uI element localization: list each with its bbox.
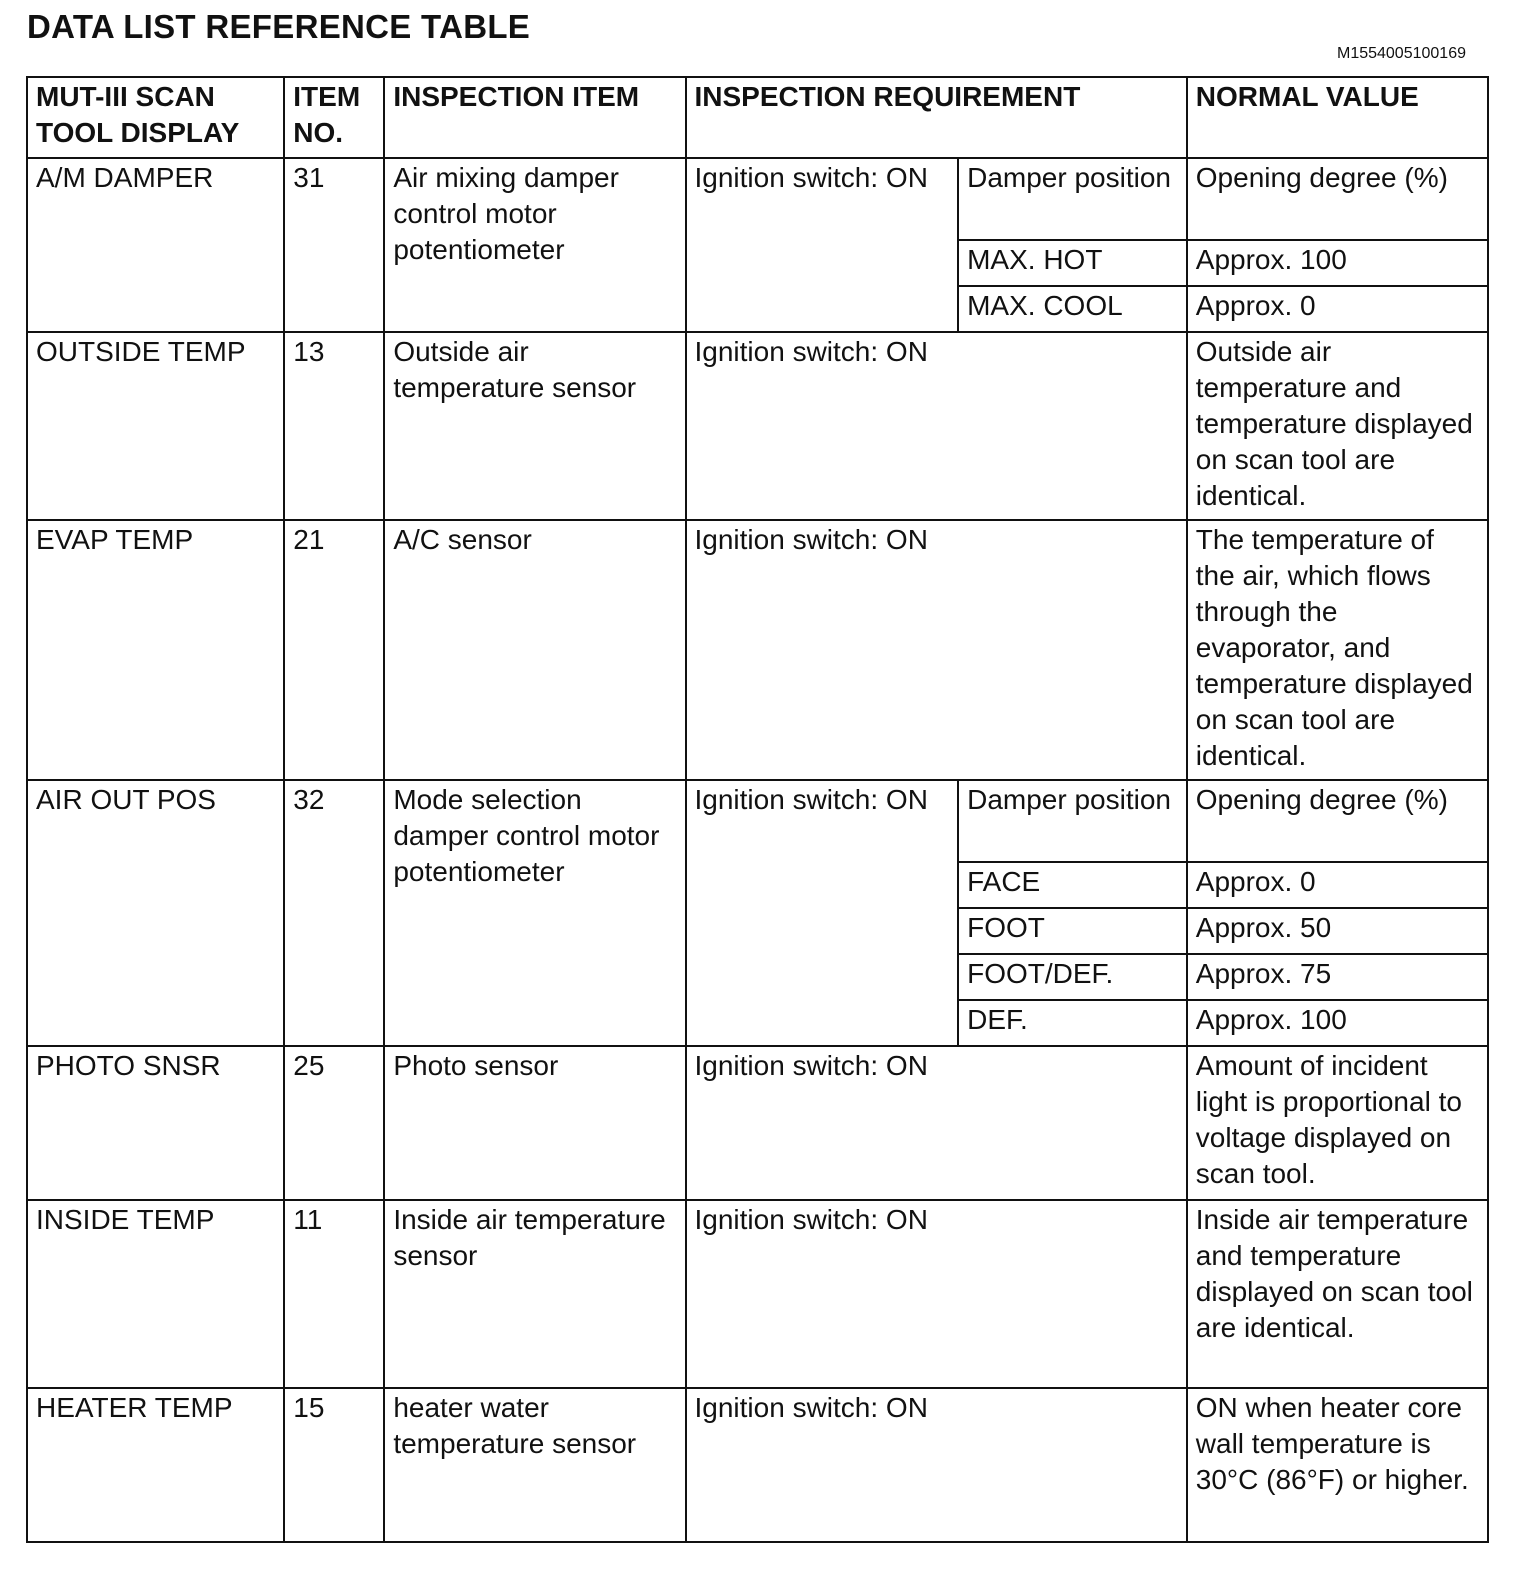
cell-item-no: 25 [284,1046,384,1200]
cell-position: DEF. [958,1000,1187,1046]
cell-condition: Ignition switch: ON [686,332,1187,520]
cell-display: PHOTO SNSR [27,1046,284,1200]
cell-normal-value: Inside air temperature and temperature displayed on scan tool are identical. [1187,1200,1488,1388]
cell-value: Approx. 0 [1187,862,1488,908]
table-row [27,158,1488,240]
cell-value: Approx. 75 [1187,954,1488,1000]
cell-inspection-item: Inside air temperature sensor [384,1200,685,1388]
cell-condition: Ignition switch: ON [686,520,1187,780]
cell-inspection-item: Air mixing damper control motor potentiometer [384,158,685,332]
cell-inspection-item: Outside air temperature sensor [384,332,685,520]
cell-inspection-item: Mode selection damper control motor potentiometer [384,780,685,1046]
header-inspection-requirement: INSPECTION REQUIREMENT [686,77,1187,158]
cell-normal-value: Outside air temperature and temperature displayed on scan tool are identical. [1187,332,1488,520]
table-row [27,1200,1488,1388]
cell-sub-header: Damper position [958,780,1187,862]
table-row [27,1388,1488,1542]
cell-value: Approx. 0 [1187,286,1488,332]
cell-display: OUTSIDE TEMP [27,332,284,520]
cell-item-no: 31 [284,158,384,332]
cell-item-no: 13 [284,332,384,520]
cell-item-no: 32 [284,780,384,1046]
table-row [27,1046,1488,1200]
cell-value: Approx. 50 [1187,908,1488,954]
cell-sub-header-value: Opening degree (%) [1187,780,1488,862]
table-header-row [27,77,1488,158]
cell-condition: Ignition switch: ON [686,158,959,332]
cell-display: AIR OUT POS [27,780,284,1046]
cell-position: MAX. COOL [958,286,1187,332]
cell-value: Approx. 100 [1187,1000,1488,1046]
cell-inspection-item: A/C sensor [384,520,685,780]
cell-condition: Ignition switch: ON [686,1200,1187,1388]
page-title: DATA LIST REFERENCE TABLE [27,8,531,45]
header-inspection-item: INSPECTION ITEM [384,77,685,158]
cell-item-no: 21 [284,520,384,780]
cell-sub-header-value: Opening degree (%) [1187,158,1488,240]
cell-normal-value: Amount of incident light is proportional to voltage displayed on scan tool. [1187,1046,1488,1200]
cell-display: HEATER TEMP [27,1388,284,1542]
cell-position: FOOT/DEF. [958,954,1187,1000]
cell-normal-value: ON when heater core wall temperature is 30°C (86°F) or higher. [1187,1388,1488,1542]
cell-condition: Ignition switch: ON [686,1046,1187,1200]
cell-inspection-item: Photo sensor [384,1046,685,1200]
table-row [27,780,1488,862]
cell-display: A/M DAMPER [27,158,284,332]
cell-position: FACE [958,862,1187,908]
header-display: MUT-III SCAN TOOL DISPLAY [27,77,284,158]
data-list-reference-table [26,76,1489,1543]
header-item-no: ITEM NO. [284,77,384,158]
cell-display: EVAP TEMP [27,520,284,780]
document-id: M1554005100169 [1336,45,1466,62]
cell-position: MAX. HOT [958,240,1187,286]
cell-condition: Ignition switch: ON [686,1388,1187,1542]
cell-item-no: 11 [284,1200,384,1388]
cell-item-no: 15 [284,1388,384,1542]
cell-inspection-item: heater water temperature sensor [384,1388,685,1542]
cell-condition: Ignition switch: ON [686,780,959,1046]
table-row [27,332,1488,520]
cell-sub-header: Damper position [958,158,1187,240]
cell-normal-value: The temperature of the air, which flows through the evaporator, and temperature displayed on scan tool are identical. [1187,520,1488,780]
header-normal-value: NORMAL VALUE [1187,77,1488,158]
cell-display: INSIDE TEMP [27,1200,284,1388]
cell-value: Approx. 100 [1187,240,1488,286]
cell-position: FOOT [958,908,1187,954]
table-row [27,520,1488,780]
